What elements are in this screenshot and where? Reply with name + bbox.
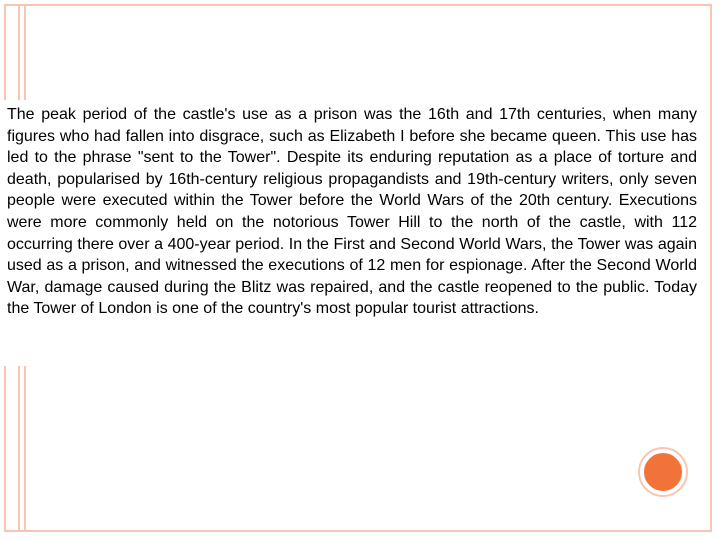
accent-circle-icon <box>640 449 686 495</box>
body-text: The peak period of the castle's use as a prison was the 16th and 17th centuries, when many figures who had fallen into disgrace, such as Elizabeth I before she became queen. This use has led to the phrase "sent to the Tower". Despite its enduring reputation as a place of torture and death, popularised by 16th-century religious propagandists and 19th-century writers, only seven people were executed within the Tower before the World Wars of the 20th century. Executions were more commonly held on the notorious Tower Hill to the north of the castle, with 112 occurring there over a 400-year period. In the First and Second World Wars, the Tower was again used as a prison, and witnessed the executions of 12 men for espionage. After the Second World War, damage caused during the Blitz was repaired, and the castle reopened to the public. Today the Tower of London is one of the country's most popular tourist attractions. <box>7 106 697 318</box>
